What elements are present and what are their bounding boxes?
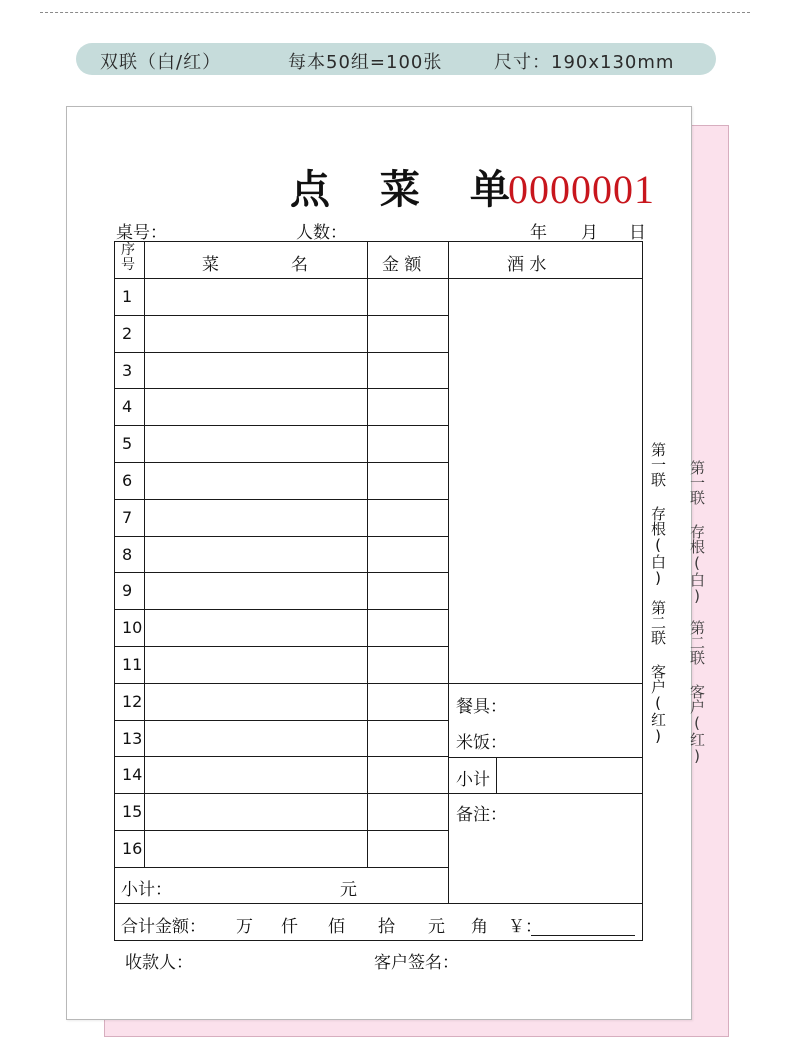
row-number: 2 [122, 324, 133, 343]
row-line [114, 499, 448, 500]
guest-count-label: 人数： [296, 223, 347, 243]
top-dashed-divider [40, 12, 750, 13]
row-number: 6 [122, 471, 133, 490]
unit-qian: 仟 [281, 917, 298, 937]
spec-copies: 双联（白/红） [100, 52, 222, 73]
row-line [114, 425, 448, 426]
row-number: 10 [122, 618, 143, 637]
seq-header-top: 序 [121, 242, 135, 258]
subtotal-label: 小计： [121, 880, 172, 900]
row-line [114, 352, 448, 353]
row-line [114, 609, 448, 610]
dish-header-a: 菜 [202, 255, 219, 275]
row-line [114, 720, 448, 721]
row-number: 9 [122, 581, 133, 600]
row-number: 3 [122, 361, 133, 380]
amount-header: 金 额 [382, 255, 422, 275]
unit-yuan: 元 [428, 917, 445, 937]
subtotal-unit: 元 [340, 880, 357, 900]
row-line [114, 315, 448, 316]
pink-copy2-desc: 客户(红) [688, 684, 706, 765]
day-label: 日 [629, 223, 646, 243]
form-title: 点 菜 单 [290, 166, 528, 213]
drinks-divider-3 [448, 793, 643, 794]
row-number: 14 [122, 765, 143, 784]
row-line [114, 646, 448, 647]
amount-column-line [448, 241, 449, 903]
drinks-divider-2 [448, 757, 643, 758]
customer-signature-label: 客户签名： [374, 953, 459, 973]
white-copy2-title: 第二联 [649, 600, 667, 645]
yen-amount-line [531, 935, 635, 936]
spec-size: 尺寸：190x130mm [494, 52, 675, 73]
tableware-label: 餐具： [456, 697, 507, 717]
row-line [114, 830, 448, 831]
month-label: 月 [581, 223, 598, 243]
row-line [114, 793, 448, 794]
payee-label: 收款人： [125, 953, 193, 973]
yen-label: ￥： [508, 917, 542, 937]
unit-jiao: 角 [471, 917, 488, 937]
row-line [114, 756, 448, 757]
row-line [114, 462, 448, 463]
row-line [114, 683, 448, 684]
pink-copy1-title: 第一联 [688, 460, 706, 505]
side-subtotal-label: 小计 [456, 770, 490, 790]
row-number: 5 [122, 434, 133, 453]
pink-copy1-desc: 存根(白) [688, 524, 706, 605]
pink-copy2-title: 第二联 [688, 620, 706, 665]
table-number-label: 桌号： [116, 223, 167, 243]
white-copy2-desc: 客户(红) [649, 664, 667, 745]
row-number: 8 [122, 545, 133, 564]
side-subtotal-divider [496, 757, 497, 793]
row-line [114, 572, 448, 573]
row-line [114, 867, 448, 868]
row-number: 11 [122, 655, 143, 674]
total-row-line [114, 903, 643, 904]
row-number: 12 [122, 692, 143, 711]
unit-wan: 万 [236, 917, 253, 937]
rice-label: 米饭： [456, 733, 507, 753]
unit-bai: 佰 [328, 917, 345, 937]
row-number: 4 [122, 397, 133, 416]
row-number: 1 [122, 287, 133, 306]
seq-column-line [144, 241, 145, 867]
seq-header-bottom: 号 [121, 257, 135, 273]
row-number: 16 [122, 839, 143, 858]
dish-column-line [367, 241, 368, 867]
row-line [114, 388, 448, 389]
total-amount-label: 合计金额： [121, 917, 206, 937]
white-copy1-desc: 存根(白) [649, 506, 667, 587]
row-number: 7 [122, 508, 133, 527]
seq-header [118, 243, 138, 273]
white-copy1-title: 第一联 [649, 442, 667, 487]
dish-header-b: 名 [291, 255, 308, 275]
spec-bar [76, 43, 716, 75]
row-number: 15 [122, 802, 143, 821]
remarks-label: 备注： [456, 805, 507, 825]
row-line [114, 536, 448, 537]
header-row-line [114, 278, 643, 279]
order-table [114, 241, 643, 941]
unit-shi: 拾 [378, 917, 395, 937]
drinks-header: 酒 水 [507, 255, 547, 275]
row-number: 13 [122, 729, 143, 748]
drinks-divider-1 [448, 683, 643, 684]
spec-quantity: 每本50组=100张 [288, 52, 443, 73]
serial-number: 0000001 [508, 167, 655, 212]
year-label: 年 [530, 223, 547, 243]
